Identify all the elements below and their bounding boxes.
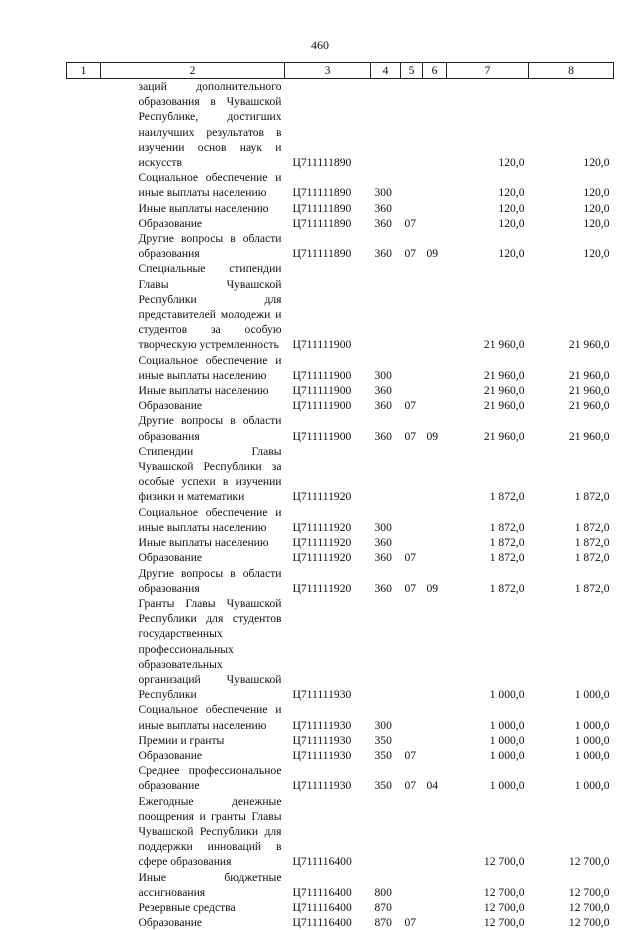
row-expense-type: 360 [371,383,401,398]
row-target-code: Ц711111900 [285,413,371,443]
row-name: Среднее профессиональное образование [101,763,285,793]
row-subsection [423,870,447,900]
row-amount-col7: 1 000,0 [447,733,529,748]
row-section: 07 [401,566,423,596]
row-amount-col8: 120,0 [529,201,614,216]
table-row [67,383,614,398]
row-name: Социальное обеспечение и иные выплаты населению [101,702,285,732]
row-target-code: Ц711111890 [285,170,371,200]
row-amount-col8: 1 872,0 [529,550,614,565]
row-cell-empty [67,231,101,261]
table-row [67,261,614,352]
row-name: Другие вопросы в области образования [101,413,285,443]
row-amount-col8: 1 000,0 [529,733,614,748]
page-number: 460 [0,38,640,53]
row-name: Другие вопросы в области образования [101,566,285,596]
row-section [401,702,423,732]
row-subsection: 09 [423,231,447,261]
row-name: Иные выплаты населению [101,535,285,550]
row-cell-empty [67,702,101,732]
row-section [401,596,423,702]
row-amount-col7: 120,0 [447,201,529,216]
row-target-code: Ц711111930 [285,763,371,793]
table-row [67,900,614,915]
row-subsection [423,702,447,732]
row-expense-type: 350 [371,733,401,748]
row-amount-col8: 120,0 [529,231,614,261]
row-target-code: Ц711111890 [285,201,371,216]
row-cell-empty [67,444,101,505]
row-expense-type: 300 [371,353,401,383]
row-cell-empty [67,505,101,535]
row-cell-empty [67,763,101,793]
row-cell-empty [67,915,101,930]
row-cell-empty [67,550,101,565]
row-amount-col8: 120,0 [529,79,614,171]
row-cell-empty [67,900,101,915]
row-subsection: 09 [423,413,447,443]
row-amount-col7: 1 872,0 [447,535,529,550]
row-cell-empty [67,216,101,231]
row-target-code: Ц711111930 [285,596,371,702]
row-subsection [423,201,447,216]
row-target-code: Ц711111920 [285,566,371,596]
row-amount-col7: 12 700,0 [447,794,529,870]
row-section [401,353,423,383]
row-cell-empty [67,413,101,443]
row-section: 07 [401,763,423,793]
row-section [401,261,423,352]
row-amount-col7: 120,0 [447,170,529,200]
row-target-code: Ц711111900 [285,383,371,398]
row-amount-col8: 1 000,0 [529,763,614,793]
row-section [401,79,423,171]
row-subsection [423,216,447,231]
row-amount-col7: 120,0 [447,79,529,171]
row-target-code: Ц711111920 [285,444,371,505]
budget-table [66,62,614,930]
row-subsection [423,900,447,915]
row-subsection [423,535,447,550]
row-subsection [423,444,447,505]
table-row [67,79,614,171]
row-section: 07 [401,550,423,565]
row-amount-col7: 1 000,0 [447,748,529,763]
table-row [67,398,614,413]
column-header: 7 [447,63,529,79]
row-amount-col7: 120,0 [447,231,529,261]
row-cell-empty [67,794,101,870]
row-name: Социальное обеспечение и иные выплаты населению [101,170,285,200]
table-row [67,353,614,383]
row-name: Другие вопросы в области образования [101,231,285,261]
row-amount-col8: 21 960,0 [529,353,614,383]
table-row [67,201,614,216]
table-row [67,550,614,565]
row-section: 07 [401,413,423,443]
column-number-row [67,63,614,79]
row-expense-type: 300 [371,702,401,732]
row-amount-col8: 21 960,0 [529,261,614,352]
row-subsection [423,505,447,535]
table-row [67,505,614,535]
row-cell-empty [67,383,101,398]
row-target-code: Ц711116400 [285,915,371,930]
table-body [67,79,614,930]
row-amount-col7: 1 872,0 [447,505,529,535]
row-subsection [423,383,447,398]
row-amount-col8: 1 872,0 [529,505,614,535]
row-name: Образование [101,915,285,930]
row-amount-col7: 21 960,0 [447,383,529,398]
row-expense-type: 800 [371,870,401,900]
row-amount-col7: 120,0 [447,216,529,231]
row-name: Иные бюджетные ассигнования [101,870,285,900]
row-amount-col8: 1 872,0 [529,535,614,550]
row-target-code: Ц711111920 [285,550,371,565]
column-header: 3 [285,63,371,79]
row-amount-col8: 1 872,0 [529,444,614,505]
row-section [401,794,423,870]
row-expense-type [371,79,401,171]
row-target-code: Ц711116400 [285,794,371,870]
row-subsection [423,170,447,200]
row-name: Иные выплаты населению [101,201,285,216]
row-cell-empty [67,566,101,596]
table-row [67,702,614,732]
row-section: 07 [401,216,423,231]
column-header: 6 [423,63,447,79]
row-expense-type: 350 [371,748,401,763]
row-section: 07 [401,748,423,763]
row-expense-type: 360 [371,535,401,550]
row-cell-empty [67,261,101,352]
row-subsection [423,915,447,930]
row-amount-col7: 1 872,0 [447,550,529,565]
row-cell-empty [67,79,101,171]
row-amount-col7: 21 960,0 [447,353,529,383]
row-expense-type: 300 [371,505,401,535]
row-amount-col8: 120,0 [529,170,614,200]
row-target-code: Ц711111890 [285,231,371,261]
column-header: 1 [67,63,101,79]
row-target-code: Ц711111900 [285,353,371,383]
row-section: 07 [401,398,423,413]
row-section: 07 [401,915,423,930]
row-cell-empty [67,733,101,748]
row-amount-col7: 12 700,0 [447,870,529,900]
row-section [401,900,423,915]
row-target-code: Ц711111890 [285,216,371,231]
row-subsection [423,261,447,352]
table-row [67,413,614,443]
row-subsection: 09 [423,566,447,596]
row-amount-col8: 1 872,0 [529,566,614,596]
row-subsection [423,733,447,748]
row-amount-col8: 1 000,0 [529,596,614,702]
table-row [67,733,614,748]
row-amount-col8: 21 960,0 [529,398,614,413]
row-expense-type: 360 [371,216,401,231]
row-amount-col7: 21 960,0 [447,261,529,352]
row-target-code: Ц711111900 [285,261,371,352]
row-amount-col8: 12 700,0 [529,794,614,870]
row-name: Специальные стипендии Главы Чувашской Республики для представителей молодежи и студентов за особую творческую устремленность [101,261,285,352]
row-name: Ежегодные денежные поощрения и гранты Главы Чувашской Республики для поддержки инноваций в сфере образования [101,794,285,870]
row-subsection [423,550,447,565]
row-expense-type: 300 [371,170,401,200]
table-row [67,231,614,261]
row-cell-empty [67,596,101,702]
row-target-code: Ц711116400 [285,870,371,900]
row-target-code: Ц711111920 [285,535,371,550]
row-subsection [423,353,447,383]
row-cell-empty [67,398,101,413]
row-cell-empty [67,535,101,550]
row-section [401,870,423,900]
row-expense-type [371,261,401,352]
row-target-code: Ц711111930 [285,702,371,732]
row-section [401,535,423,550]
row-target-code: Ц711116400 [285,900,371,915]
row-expense-type: 360 [371,231,401,261]
row-amount-col8: 12 700,0 [529,870,614,900]
row-expense-type [371,444,401,505]
row-amount-col7: 12 700,0 [447,915,529,930]
row-name: Образование [101,216,285,231]
row-cell-empty [67,870,101,900]
row-name: Образование [101,398,285,413]
row-amount-col7: 1 000,0 [447,596,529,702]
row-amount-col7: 21 960,0 [447,398,529,413]
row-subsection [423,748,447,763]
row-amount-col8: 120,0 [529,216,614,231]
row-subsection [423,398,447,413]
row-cell-empty [67,201,101,216]
row-expense-type: 360 [371,550,401,565]
row-name: Резервные средства [101,900,285,915]
row-section: 07 [401,231,423,261]
row-section [401,505,423,535]
column-header: 4 [371,63,401,79]
row-section [401,201,423,216]
row-amount-col7: 12 700,0 [447,900,529,915]
row-target-code: Ц711111920 [285,505,371,535]
row-amount-col8: 1 000,0 [529,702,614,732]
row-expense-type: 360 [371,398,401,413]
row-name: Гранты Главы Чувашской Республики для студентов государственных профессиональных образовательных организаций Чувашской Республики [101,596,285,702]
row-subsection: 04 [423,763,447,793]
table-row [67,870,614,900]
column-header: 5 [401,63,423,79]
row-target-code: Ц711111890 [285,79,371,171]
row-amount-col7: 1 872,0 [447,444,529,505]
row-target-code: Ц711111900 [285,398,371,413]
row-name: Премии и гранты [101,733,285,748]
row-name: Иные выплаты населению [101,383,285,398]
row-subsection [423,596,447,702]
row-cell-empty [67,170,101,200]
row-section [401,383,423,398]
row-section [401,444,423,505]
row-subsection [423,794,447,870]
column-header: 8 [529,63,614,79]
row-expense-type: 870 [371,900,401,915]
row-subsection [423,79,447,171]
row-amount-col8: 21 960,0 [529,383,614,398]
table-row [67,794,614,870]
table-row [67,535,614,550]
row-name: Социальное обеспечение и иные выплаты населению [101,505,285,535]
row-name: Образование [101,748,285,763]
row-cell-empty [67,353,101,383]
row-target-code: Ц711111930 [285,733,371,748]
row-name: Образование [101,550,285,565]
row-expense-type: 360 [371,201,401,216]
row-amount-col7: 1 872,0 [447,566,529,596]
row-expense-type: 360 [371,413,401,443]
row-amount-col7: 21 960,0 [447,413,529,443]
row-expense-type: 870 [371,915,401,930]
table-row [67,748,614,763]
row-amount-col8: 12 700,0 [529,900,614,915]
row-section [401,170,423,200]
table-row [67,170,614,200]
row-cell-empty [67,748,101,763]
table-row [67,444,614,505]
table-row [67,596,614,702]
row-expense-type: 360 [371,566,401,596]
row-amount-col7: 1 000,0 [447,702,529,732]
row-name: заций дополнительного образования в Чувашской Республике, достигших наилучших результатов в изучении основ наук и искусств [101,79,285,171]
row-amount-col8: 21 960,0 [529,413,614,443]
table-row [67,763,614,793]
row-expense-type: 350 [371,763,401,793]
column-header: 2 [101,63,285,79]
row-name: Стипендии Главы Чувашской Республики за особые успехи в изучении физики и математики [101,444,285,505]
table-row [67,915,614,930]
row-expense-type [371,596,401,702]
row-expense-type [371,794,401,870]
row-target-code: Ц711111930 [285,748,371,763]
row-name: Социальное обеспечение и иные выплаты населению [101,353,285,383]
row-amount-col8: 12 700,0 [529,915,614,930]
row-section [401,733,423,748]
row-amount-col8: 1 000,0 [529,748,614,763]
table-row [67,566,614,596]
row-amount-col7: 1 000,0 [447,763,529,793]
table-row [67,216,614,231]
